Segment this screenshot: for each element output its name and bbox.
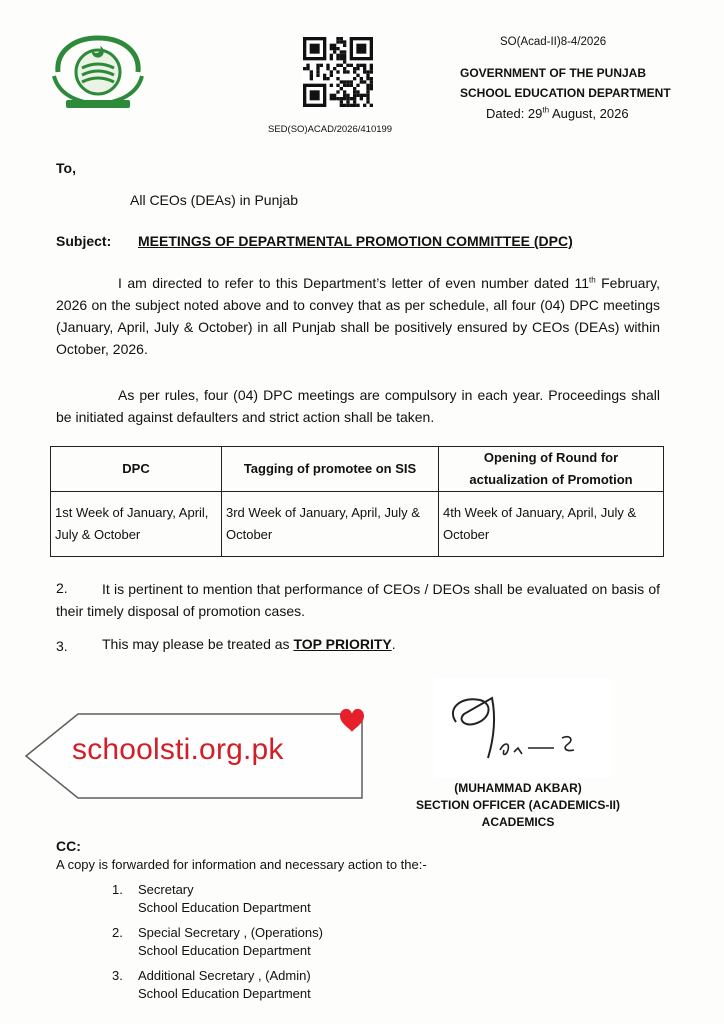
paragraph-1 <box>56 272 660 360</box>
date-suffix: August, 2026 <box>549 106 629 121</box>
cc-title: Secretary <box>138 882 194 897</box>
p1-sup: th <box>589 275 596 285</box>
cc-label: CC: <box>56 838 81 854</box>
table-cell: 3rd Week of January, April, July & October <box>222 492 439 557</box>
gov-line-2: SCHOOL EDUCATION DEPARTMENT <box>460 86 671 100</box>
table-row <box>51 492 664 557</box>
subject-label: Subject: <box>56 233 112 249</box>
p4-part-c: . <box>391 636 396 652</box>
p1-part-a: I am directed to refer to this Department’s letter of even number dated 11 <box>118 275 589 291</box>
cc-number: 2. <box>112 925 123 940</box>
paragraph-number-3: 3. <box>56 638 68 654</box>
signature-area <box>434 678 612 778</box>
paragraph-number-2: 2. <box>56 580 68 596</box>
table-cell: 4th Week of January, April, July & October <box>439 492 664 557</box>
list-item <box>112 967 311 1003</box>
signatory-name: (MUHAMMAD AKBAR) <box>454 781 582 795</box>
watermark-text: schoolsti.org.pk <box>72 733 284 766</box>
qr-caption: SED(SO)ACAD/2026/410199 <box>268 124 393 135</box>
cc-title: Special Secretary , (Operations) <box>138 925 323 940</box>
table-header: DPC <box>51 447 222 492</box>
p4-part-a: This may please be treated as <box>102 636 294 652</box>
recipient: All CEOs (DEAs) in Punjab <box>130 192 299 208</box>
cc-title: Additional Secretary , (Admin) <box>138 968 311 983</box>
qr-code-icon <box>303 36 373 108</box>
cc-number: 3. <box>112 968 123 983</box>
paragraph-2: As per rules, four (04) DPC meetings are compulsory in each year. Proceedings shall be initiated against defaulters and strict action shall be taken. <box>56 387 660 425</box>
issuing-authority <box>460 63 671 103</box>
p1-part-b: February, 2026 on the subject noted above and to convey that as per schedule, all four (04) DPC meetings (January, April, July & October) in all Punjab shall be positively ensured by CEOs (DEAs) within October, 2026. <box>56 275 660 357</box>
subject-text: MEETINGS OF DEPARTMENTAL PROMOTION COMMITTEE (DPC) <box>138 233 573 249</box>
table-header-row <box>51 447 664 492</box>
table-header: Opening of Round for actualization of Promotion <box>439 447 664 492</box>
list-item <box>112 881 311 917</box>
reference-number: SO(Acad-II)8-4/2026 <box>500 36 607 48</box>
table-header: Tagging of promotee on SIS <box>222 447 439 492</box>
paragraph-3: It is pertinent to mention that performance of CEOs / DEOs shall be evaluated on basis of their timely disposal of promotion cases. <box>56 581 660 619</box>
top-priority: TOP PRIORITY <box>293 636 392 652</box>
to-label: To, <box>56 160 76 176</box>
cc-department: School Education Department <box>138 900 311 915</box>
punjab-emblem-icon <box>48 32 148 112</box>
paragraph-4 <box>102 636 396 652</box>
dpc-schedule-table <box>50 446 664 557</box>
handwritten-signature <box>434 678 612 778</box>
date-sup: th <box>542 105 550 115</box>
gov-line-1: GOVERNMENT OF THE PUNJAB <box>460 66 647 80</box>
cc-number: 1. <box>112 882 123 897</box>
table-cell: 1st Week of January, April, July & October <box>51 492 222 557</box>
cc-department: School Education Department <box>138 943 311 958</box>
date-line <box>486 106 629 121</box>
list-item <box>112 924 323 960</box>
date-prefix: Dated: 29 <box>486 106 543 121</box>
signatory-designation: SECTION OFFICER (ACADEMICS-II) <box>416 798 620 812</box>
cc-department: School Education Department <box>138 986 311 1001</box>
signatory-office: ACADEMICS <box>481 815 555 829</box>
cc-intro: A copy is forwarded for information and necessary action to the:- <box>56 857 427 872</box>
signatory-block <box>412 780 624 831</box>
